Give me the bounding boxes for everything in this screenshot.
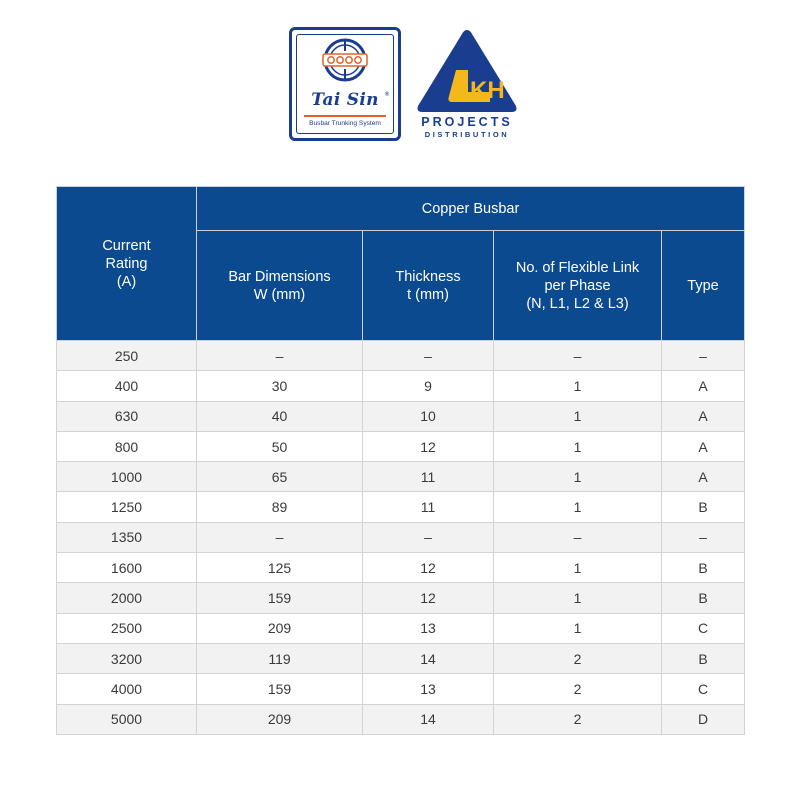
current-rating-cell: 400 (57, 371, 197, 401)
table-row (57, 704, 745, 734)
col-header-bar-dimensions: Bar Dimensions W (mm) (197, 231, 363, 341)
flexible-link-cell: 1 (494, 553, 662, 583)
type-cell: A (662, 371, 745, 401)
current-rating-cell: 800 (57, 431, 197, 461)
lkh-distribution-text: DISTRIBUTION (424, 130, 510, 139)
tai-sin-logo (289, 27, 401, 141)
table-row (57, 613, 745, 643)
type-cell: B (662, 492, 745, 522)
table-row (57, 341, 745, 371)
col-header-type: Type (662, 231, 745, 341)
thickness-cell: 14 (363, 643, 494, 673)
flexible-link-cell: 1 (494, 401, 662, 431)
thickness-cell: 14 (363, 704, 494, 734)
thickness-cell: – (363, 341, 494, 371)
current-rating-cell: 250 (57, 341, 197, 371)
type-cell: – (662, 341, 745, 371)
bar-dimension-cell: – (197, 522, 363, 552)
flexible-link-cell: 2 (494, 674, 662, 704)
tai-sin-tagline: Busbar Trunking System (309, 120, 381, 127)
thickness-cell: 13 (363, 613, 494, 643)
table-row (57, 583, 745, 613)
current-rating-cell: 2500 (57, 613, 197, 643)
tai-sin-wordmark: Tai Sin (311, 90, 379, 110)
thickness-cell: 12 (363, 431, 494, 461)
thickness-cell: 13 (363, 674, 494, 704)
current-rating-cell: 3200 (57, 643, 197, 673)
table-row (57, 553, 745, 583)
bar-dimension-cell: 125 (197, 553, 363, 583)
thickness-cell: 9 (363, 371, 494, 401)
flexible-link-cell: 1 (494, 462, 662, 492)
type-cell: A (662, 431, 745, 461)
type-cell: B (662, 583, 745, 613)
tai-sin-divider (304, 115, 386, 117)
thickness-cell: 10 (363, 401, 494, 431)
lkh-projects-text: PROJECTS (421, 115, 513, 129)
bar-dimension-cell: 65 (197, 462, 363, 492)
flexible-link-cell: 1 (494, 431, 662, 461)
bar-dimension-cell: 89 (197, 492, 363, 522)
copper-busbar-table (56, 186, 745, 735)
flexible-link-cell: – (494, 341, 662, 371)
col-header-thickness: Thickness t (mm) (363, 231, 494, 341)
type-cell: C (662, 613, 745, 643)
table-row (57, 492, 745, 522)
table-row (57, 462, 745, 492)
table-row (57, 643, 745, 673)
flexible-link-cell: 1 (494, 583, 662, 613)
registered-mark: ® (384, 91, 390, 98)
thickness-cell: 11 (363, 462, 494, 492)
table-row (57, 431, 745, 461)
table-row (57, 401, 745, 431)
type-cell: C (662, 674, 745, 704)
thickness-cell: – (363, 522, 494, 552)
col-header-flexible-link: No. of Flexible Link per Phase (N, L1, L2 & L3) (494, 231, 662, 341)
current-rating-cell: 1000 (57, 462, 197, 492)
bar-dimension-cell: 119 (197, 643, 363, 673)
table-row (57, 674, 745, 704)
bar-dimension-cell: 50 (197, 431, 363, 461)
bar-dimension-cell: 30 (197, 371, 363, 401)
type-cell: B (662, 553, 745, 583)
current-rating-cell: 630 (57, 401, 197, 431)
bar-dimension-cell: – (197, 341, 363, 371)
group-header-copper-busbar: Copper Busbar (197, 187, 745, 231)
thickness-cell: 12 (363, 553, 494, 583)
type-cell: A (662, 462, 745, 492)
table-body (57, 341, 745, 735)
col-header-current-rating: Current Rating (A) (57, 187, 197, 341)
bar-dimension-cell: 209 (197, 613, 363, 643)
flexible-link-cell: 2 (494, 704, 662, 734)
current-rating-cell: 2000 (57, 583, 197, 613)
type-cell: – (662, 522, 745, 552)
lkh-logo (412, 26, 522, 144)
type-cell: D (662, 704, 745, 734)
tsec-emblem-icon (322, 37, 368, 83)
bar-dimension-cell: 159 (197, 583, 363, 613)
table-row (57, 522, 745, 552)
bar-dimension-cell: 209 (197, 704, 363, 734)
type-cell: A (662, 401, 745, 431)
current-rating-cell: 1350 (57, 522, 197, 552)
flexible-link-cell: 1 (494, 492, 662, 522)
bar-dimension-cell: 40 (197, 401, 363, 431)
flexible-link-cell: 2 (494, 643, 662, 673)
svg-text:KH: KH (470, 77, 505, 104)
bar-dimension-cell: 159 (197, 674, 363, 704)
lkh-triangle-icon (412, 26, 522, 114)
table-row (57, 371, 745, 401)
type-cell: B (662, 643, 745, 673)
current-rating-cell: 1600 (57, 553, 197, 583)
flexible-link-cell: 1 (494, 371, 662, 401)
current-rating-cell: 1250 (57, 492, 197, 522)
thickness-cell: 12 (363, 583, 494, 613)
flexible-link-cell: 1 (494, 613, 662, 643)
flexible-link-cell: – (494, 522, 662, 552)
current-rating-cell: 4000 (57, 674, 197, 704)
thickness-cell: 11 (363, 492, 494, 522)
current-rating-cell: 5000 (57, 704, 197, 734)
